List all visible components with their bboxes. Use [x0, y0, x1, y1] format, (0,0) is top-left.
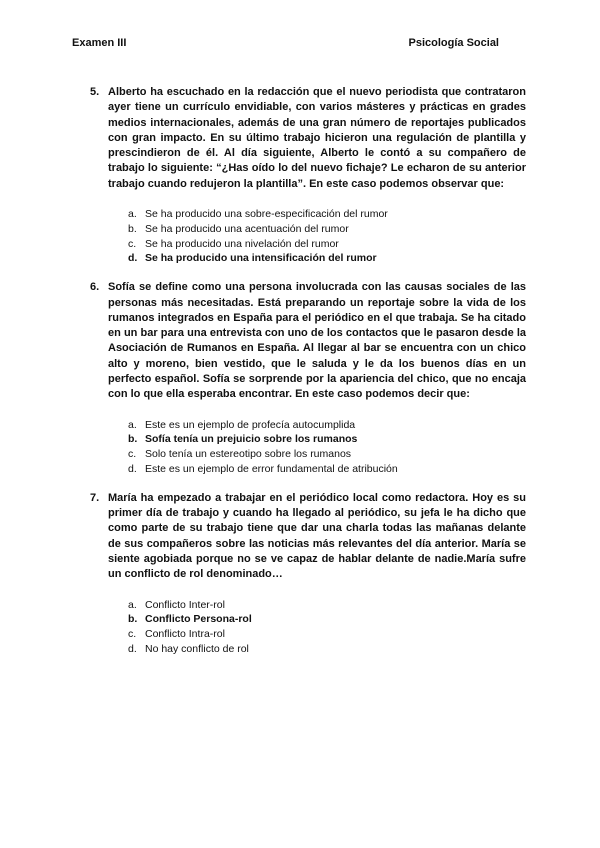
question-text: Sofía se define como una persona involucrada con las causas sociales de las personas más necesitadas. Está preparando un reportaje sobre la vida de los rumanos integrados en España para el periódico en el que trabaja. Se ha citado en un bar para una entrevista con uno de los contactos que le pasaron desde la Asociación de Rumanos en España. Al llegar al bar se encuentra con un chico alto y moreno, bien vestido, que le saluda y le da los buenos días en un perfecto español. Sofía se sorprende por la apariencia del chico, que no encaja con lo que ella esperaba encontrar. En este caso podemos decir que:: [108, 281, 526, 401]
option-letter: b.: [128, 433, 138, 446]
question-number: 6.: [90, 281, 100, 294]
question-7: [90, 491, 526, 657]
exam-title: Examen III: [72, 37, 127, 49]
question-number: 5.: [90, 86, 100, 98]
option-text: Se ha producido una sobre-especificación del rumor: [145, 208, 388, 221]
question-text: María ha empezado a trabajar en el periódico local como redactora. Hoy es su primer día de trabajo y cuando ha llegado al periódico, su jefa le ha dicho que como parte de su trabajo tiene que dar una charla todas las mañanas delante de sus compañeros sobre las noticias más relevantes del día anterior. María se siente agobiada porque no se ve capaz de hablar delante de nadie.María sufre un conflicto de rol denominado…: [108, 491, 526, 581]
question-list: [90, 85, 526, 671]
option-letter: a.: [128, 418, 137, 431]
option-text: Se ha producido una intensificación del rumor: [145, 252, 377, 265]
answer-option-d-correct: [128, 251, 526, 266]
answer-option-b-correct: [128, 432, 526, 447]
option-letter: b.: [128, 613, 138, 626]
answer-option-b: [128, 222, 526, 237]
option-text: Solo tenía un estereotipo sobre los rumanos: [145, 448, 352, 461]
question-5: [90, 85, 526, 266]
option-letter: d.: [128, 643, 137, 655]
answer-option-d: [128, 642, 526, 657]
option-letter: b.: [128, 222, 137, 235]
answer-option-d: [128, 462, 526, 477]
answer-option-c: [128, 447, 526, 462]
option-text: Este es un ejemplo de error fundamental de atribución: [145, 463, 398, 476]
question-number: 7.: [90, 491, 100, 504]
answer-options: [128, 598, 526, 657]
option-letter: d.: [128, 252, 138, 265]
answer-option-c: [128, 237, 526, 252]
option-letter: d.: [128, 463, 137, 476]
answer-options: [128, 207, 526, 266]
answer-option-c: [128, 627, 526, 642]
option-text: Se ha producido una acentuación del rumor: [145, 222, 349, 235]
answer-options: [128, 418, 526, 477]
answer-option-b-correct: [128, 612, 526, 627]
question-6: [90, 280, 526, 477]
option-text: Se ha producido una nivelación del rumor: [145, 237, 339, 250]
option-letter: a.: [128, 208, 137, 221]
option-text: Conflicto Intra-rol: [145, 628, 225, 641]
answer-option-a: [128, 418, 526, 433]
option-letter: c.: [128, 628, 137, 641]
option-text: No hay conflicto de rol: [145, 643, 249, 655]
option-text: Conflicto Persona-rol: [145, 613, 252, 626]
course-title: Psicología Social: [408, 37, 499, 49]
option-letter: a.: [128, 598, 137, 611]
option-text: Sofía tenía un prejuicio sobre los rumanos: [145, 433, 358, 446]
option-letter: c.: [128, 237, 137, 250]
option-text: Conflicto Inter-rol: [145, 598, 225, 611]
answer-option-a: [128, 207, 526, 222]
question-text: Alberto ha escuchado en la redacción que el nuevo periodista que contrataron ayer tiene un currículo envidiable, con varios másteres y prácticas en grades medios internacionales, además de una gran número de reportajes publicados con gran impacto. En su último trabajo hicieron una regulación de plantilla y prescindieron de él. Al día siguiente, Alberto le contó a su compañero de trabajo lo siguiente: “¿Has oído lo del nuevo fichaje? Le echaron de su anterior trabajo cuando redujeron la plantilla”. En este caso podemos observar que:: [108, 86, 526, 190]
answer-option-a: [128, 598, 526, 613]
option-letter: c.: [128, 448, 137, 461]
page-header: [72, 37, 528, 49]
option-text: Este es un ejemplo de profecía autocumplida: [145, 418, 356, 431]
